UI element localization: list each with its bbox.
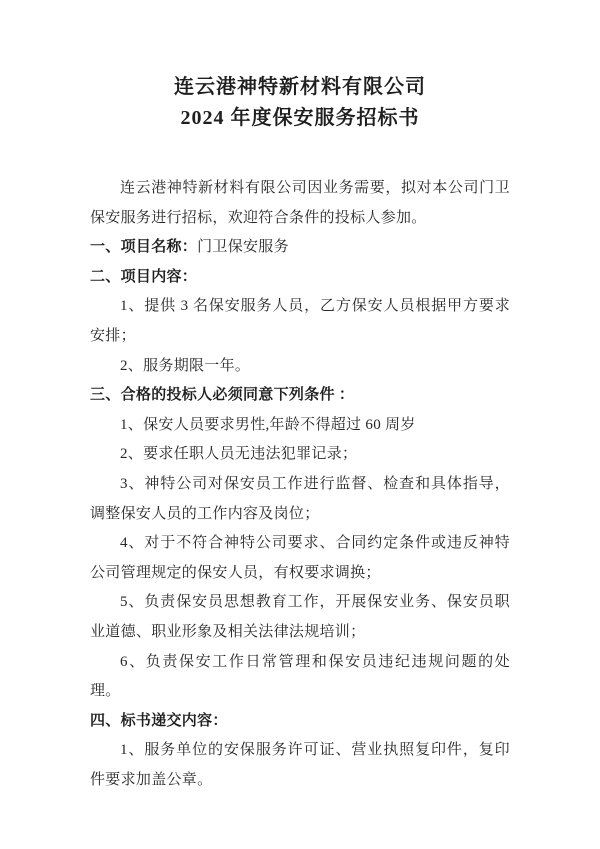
section-heading [90, 263, 510, 293]
document-body [90, 174, 510, 795]
intro-paragraph [90, 174, 510, 233]
list-item [90, 588, 510, 647]
document-title [90, 72, 510, 134]
section-heading-label: 四、标书递交内容： [90, 712, 228, 729]
paragraph-text: 2、服务期限一年。 [120, 357, 251, 374]
list-item [90, 736, 510, 795]
section-heading-label: 一、项目名称： [90, 239, 198, 256]
section-heading [90, 381, 510, 411]
paragraph-text: 4、对于不符合神特公司要求、合同约定条件或违反神特公司管理规定的保安人员，有权要求调换； [90, 535, 510, 581]
paragraph-text: 1、保安人员要求男性,年龄不得超过 60 周岁 [120, 416, 416, 433]
document-title-line1: 连云港神特新材料有限公司 [174, 76, 426, 98]
paragraph-text: 6、负责保安工作日常管理和保安员违纪违规问题的处理。 [90, 653, 510, 700]
list-item [90, 470, 510, 529]
list-item [90, 440, 510, 470]
section-heading-label: 三、合格的投标人必须同意下列条件 ： [90, 387, 355, 404]
paragraph-text: 1、提供 3 名保安服务人员，乙方保安人员根据甲方要求安排； [90, 298, 510, 344]
document-title-line2: 2024 年度保安服务招标书 [180, 107, 420, 129]
section-heading [90, 233, 510, 263]
paragraph-text: 3、神特公司对保安员工作进行监督、检查和具体指导，调整保安人员的工作内容及岗位； [90, 475, 510, 522]
list-item [90, 648, 510, 707]
paragraph-text: 连云港神特新材料有限公司因业务需要，拟对本公司门卫保安服务进行招标，欢迎符合条件的投标人参加。 [90, 180, 510, 226]
paragraph-text: 1、服务单位的安保服务许可证、营业执照复印件，复印件要求加盖公章。 [90, 742, 510, 788]
list-item [90, 352, 510, 382]
section-heading-label: 二、项目内容： [90, 268, 198, 285]
list-item [90, 411, 510, 441]
paragraph-text: 5、负责保安员思想教育工作，开展保安业务、保安员职业道德、职业形象及相关法律法规培训； [90, 594, 510, 640]
section-heading [90, 707, 510, 737]
list-item [90, 529, 510, 588]
paragraph-text: 2、要求任职人员无违法犯罪记录； [120, 446, 358, 463]
list-item [90, 292, 510, 351]
paragraph-text: 门卫保安服务 [197, 239, 289, 256]
